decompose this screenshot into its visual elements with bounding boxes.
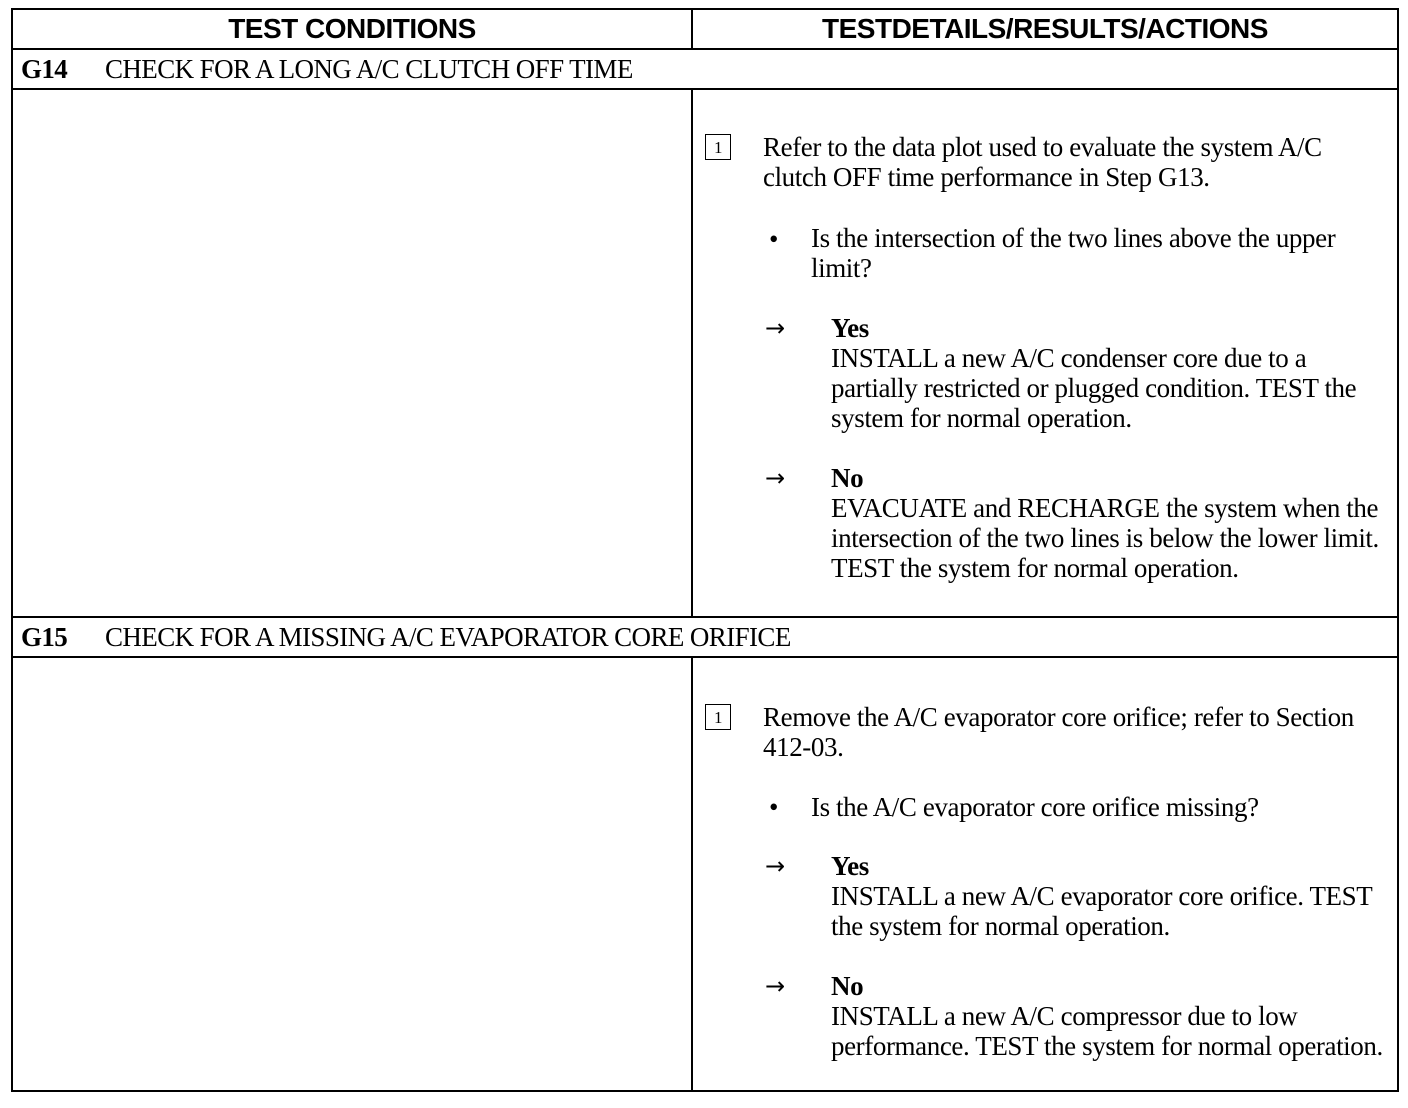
step-instruction: Remove the A/C evaporator core orifice; refer to Section 412-03. <box>763 702 1354 762</box>
test-details-cell <box>692 657 1398 1091</box>
yes-answer <box>831 313 1385 433</box>
test-conditions-header: TEST CONDITIONS <box>12 9 692 49</box>
section-body-g14 <box>12 89 1398 617</box>
section-header-g15 <box>12 617 1398 657</box>
no-label: No <box>831 463 864 493</box>
right-arrow-icon: → <box>765 972 785 1000</box>
table-header-row <box>12 9 1398 49</box>
yes-answer <box>831 851 1385 941</box>
no-label: No <box>831 971 864 1001</box>
right-arrow-icon: → <box>765 314 785 342</box>
bullet-dot: • <box>769 224 779 254</box>
no-answer <box>831 971 1385 1061</box>
step-number-box: 1 <box>705 134 731 160</box>
right-arrow-icon: → <box>765 852 785 880</box>
question-text: Is the A/C evaporator core orifice missing? <box>811 792 1259 822</box>
section-header-g14 <box>12 49 1398 89</box>
test-conditions-cell <box>12 89 692 617</box>
no-answer <box>831 463 1385 583</box>
no-action-text: EVACUATE and RECHARGE the system when the intersection of the two lines is below the lower limit. TEST the system for normal operation. <box>831 493 1379 583</box>
section-title: CHECK FOR A LONG A/C CLUTCH OFF TIME <box>105 53 633 84</box>
test-details-header: TESTDETAILS/RESULTS/ACTIONS <box>692 9 1398 49</box>
yes-action-text: INSTALL a new A/C condenser core due to a partially restricted or plugged condition. TEST the system for normal operation. <box>831 343 1357 433</box>
right-arrow-icon: → <box>765 464 785 492</box>
section-code: G14 <box>21 53 68 84</box>
section-body-g15 <box>12 657 1398 1091</box>
yes-label: Yes <box>831 851 869 881</box>
no-action-text: INSTALL a new A/C compressor due to low performance. TEST the system for normal operation. <box>831 1001 1383 1061</box>
yes-action-text: INSTALL a new A/C evaporator core orifice. TEST the system for normal operation. <box>831 881 1372 941</box>
test-details-cell <box>692 89 1398 617</box>
section-title: CHECK FOR A MISSING A/C EVAPORATOR CORE ORIFICE <box>105 621 791 652</box>
section-code: G15 <box>21 621 68 652</box>
step-instruction: Refer to the data plot used to evaluate the system A/C clutch OFF time performance in Step G13. <box>763 132 1322 192</box>
bullet-dot: • <box>769 792 779 822</box>
diagnostic-table <box>11 8 1399 1092</box>
question-text: Is the intersection of the two lines above the upper limit? <box>811 223 1336 283</box>
diagnostic-table-page <box>11 8 1399 1098</box>
step-number-box: 1 <box>705 704 731 730</box>
test-conditions-cell <box>12 657 692 1091</box>
yes-label: Yes <box>831 313 869 343</box>
